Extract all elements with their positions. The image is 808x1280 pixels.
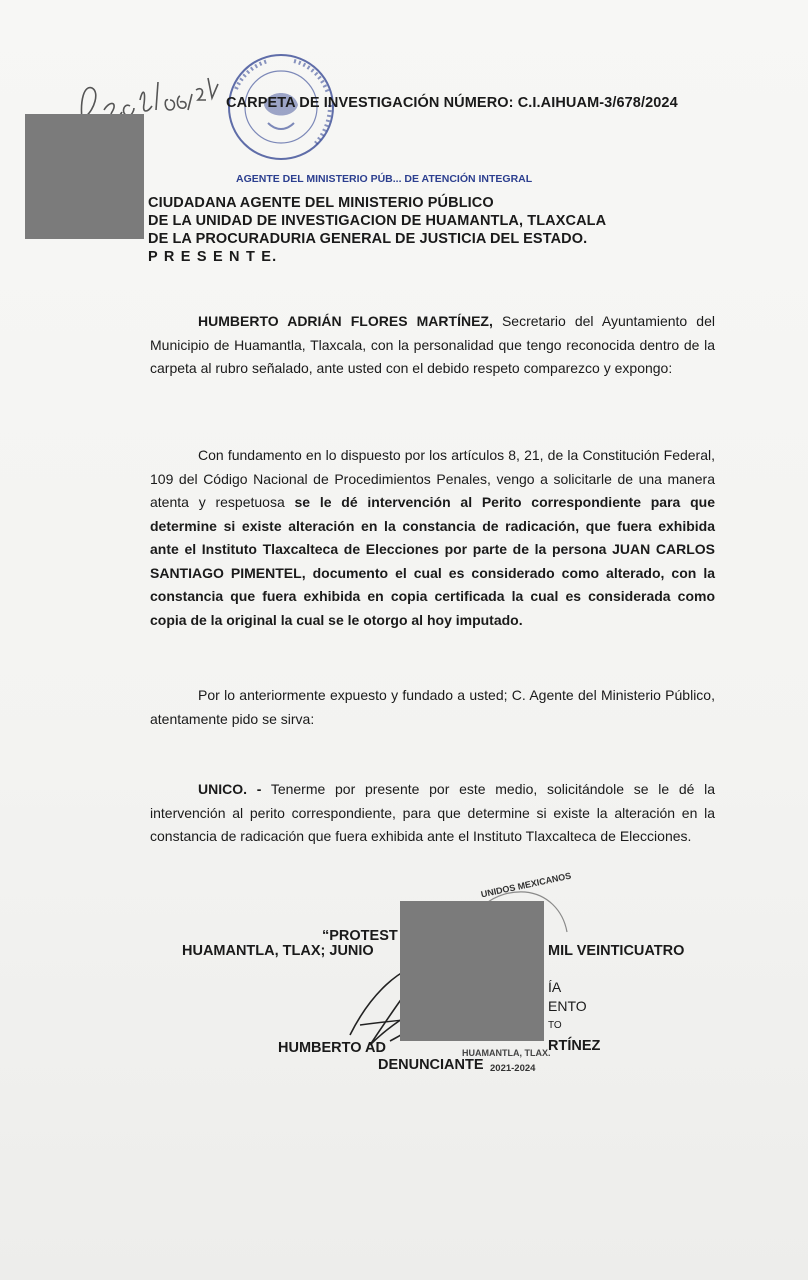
seal-top-text: AGENTE DEL MINISTERIO PÚB... DE ATENCIÓN INTEGRAL bbox=[236, 173, 533, 185]
addressee-line-2: DE LA UNIDAD DE INVESTIGACION DE HUAMANTLA, TLAXCALA bbox=[148, 213, 607, 229]
protesta-line: “PROTEST bbox=[322, 928, 398, 944]
unico-label: UNICO. - bbox=[198, 781, 262, 797]
intro-text: Secretario del Ayuntamiento del Municipio de Huamantla, Tlaxcala, con la personalidad que tengo reconocida dentro de la carpeta al rubro señalado, ante usted con el debido respeto comparezco y expongo: bbox=[150, 313, 715, 376]
addressee-line-1: CIUDADANA AGENTE DEL MINISTERIO PÚBLICO bbox=[148, 195, 494, 211]
intro-name: HUMBERTO ADRIÁN FLORES MARTÍNEZ, bbox=[198, 313, 493, 329]
unico-paragraph bbox=[150, 778, 715, 849]
seal-bottom-top-text: UNIDOS MEXICANOS bbox=[479, 870, 573, 900]
seal-bottom-years: 2021-2024 bbox=[490, 1063, 536, 1074]
addressee-block bbox=[148, 194, 606, 266]
seal-bottom-city: HUAMANTLA, TLAX. bbox=[462, 1048, 551, 1058]
seal-line-1: ÍA bbox=[548, 979, 562, 995]
petition-text-bold: se le dé intervención al Perito correspondiente para que determine si existe alteración en la constancia de radicación, que fuera exhibida ante el Instituto Tlaxcalteca de Elecciones por parte de la persona JUAN CARLOS SANTIAGO PIMENTEL, documento el cual es considerado como alterado, con la constancia que fuera exhibida en copia certificada la cual es considerada como copia de la original la cual se le otorgo al hoy imputado. bbox=[150, 494, 715, 628]
seal-line-3: TO bbox=[548, 1020, 562, 1031]
intro-paragraph bbox=[150, 310, 715, 381]
redaction-box bbox=[25, 114, 144, 239]
signer-name-left: HUMBERTO AD bbox=[278, 1040, 386, 1056]
place-date-right: MIL VEINTICUATRO bbox=[548, 943, 685, 959]
signer-name-right: RTÍNEZ bbox=[548, 1038, 601, 1054]
closing-paragraph: Por lo anteriormente expuesto y fundado a usted; C. Agente del Ministerio Público, atentamente pido se sirva: bbox=[150, 687, 715, 727]
signer-role: DENUNCIANTE bbox=[378, 1057, 484, 1073]
seal-line-2: ENTO bbox=[548, 998, 587, 1014]
addressee-line-4: P R E S E N T E. bbox=[148, 249, 278, 265]
petition-paragraph bbox=[150, 444, 715, 632]
addressee-line-3: DE LA PROCURADURIA GENERAL DE JUSTICIA DEL ESTADO. bbox=[148, 231, 588, 247]
unico-text: Tenerme por presente por este medio, solicitándole se le dé la intervención al perito correspondiente, para que determine si existe la alteración en la constancia de radicación que fuera exhibida ante el Instituto Tlaxcalteca de Elecciones. bbox=[150, 781, 715, 844]
seal-bottom-lines bbox=[548, 978, 587, 1035]
petition-text-plain: Con fundamento en lo dispuesto por los artículos 8, 21, de la Constitución Federal, 109 del Código Nacional de Procedimientos Penales, vengo a solicitarle de una manera atenta y respetuosa bbox=[150, 447, 715, 510]
redaction-box-signature bbox=[400, 901, 544, 1041]
place-date-left: HUAMANTLA, TLAX; JUNIO bbox=[182, 943, 374, 959]
folder-number: CARPETA DE INVESTIGACIÓN NÚMERO: C.I.AIHUAM-3/678/2024 bbox=[226, 95, 678, 111]
